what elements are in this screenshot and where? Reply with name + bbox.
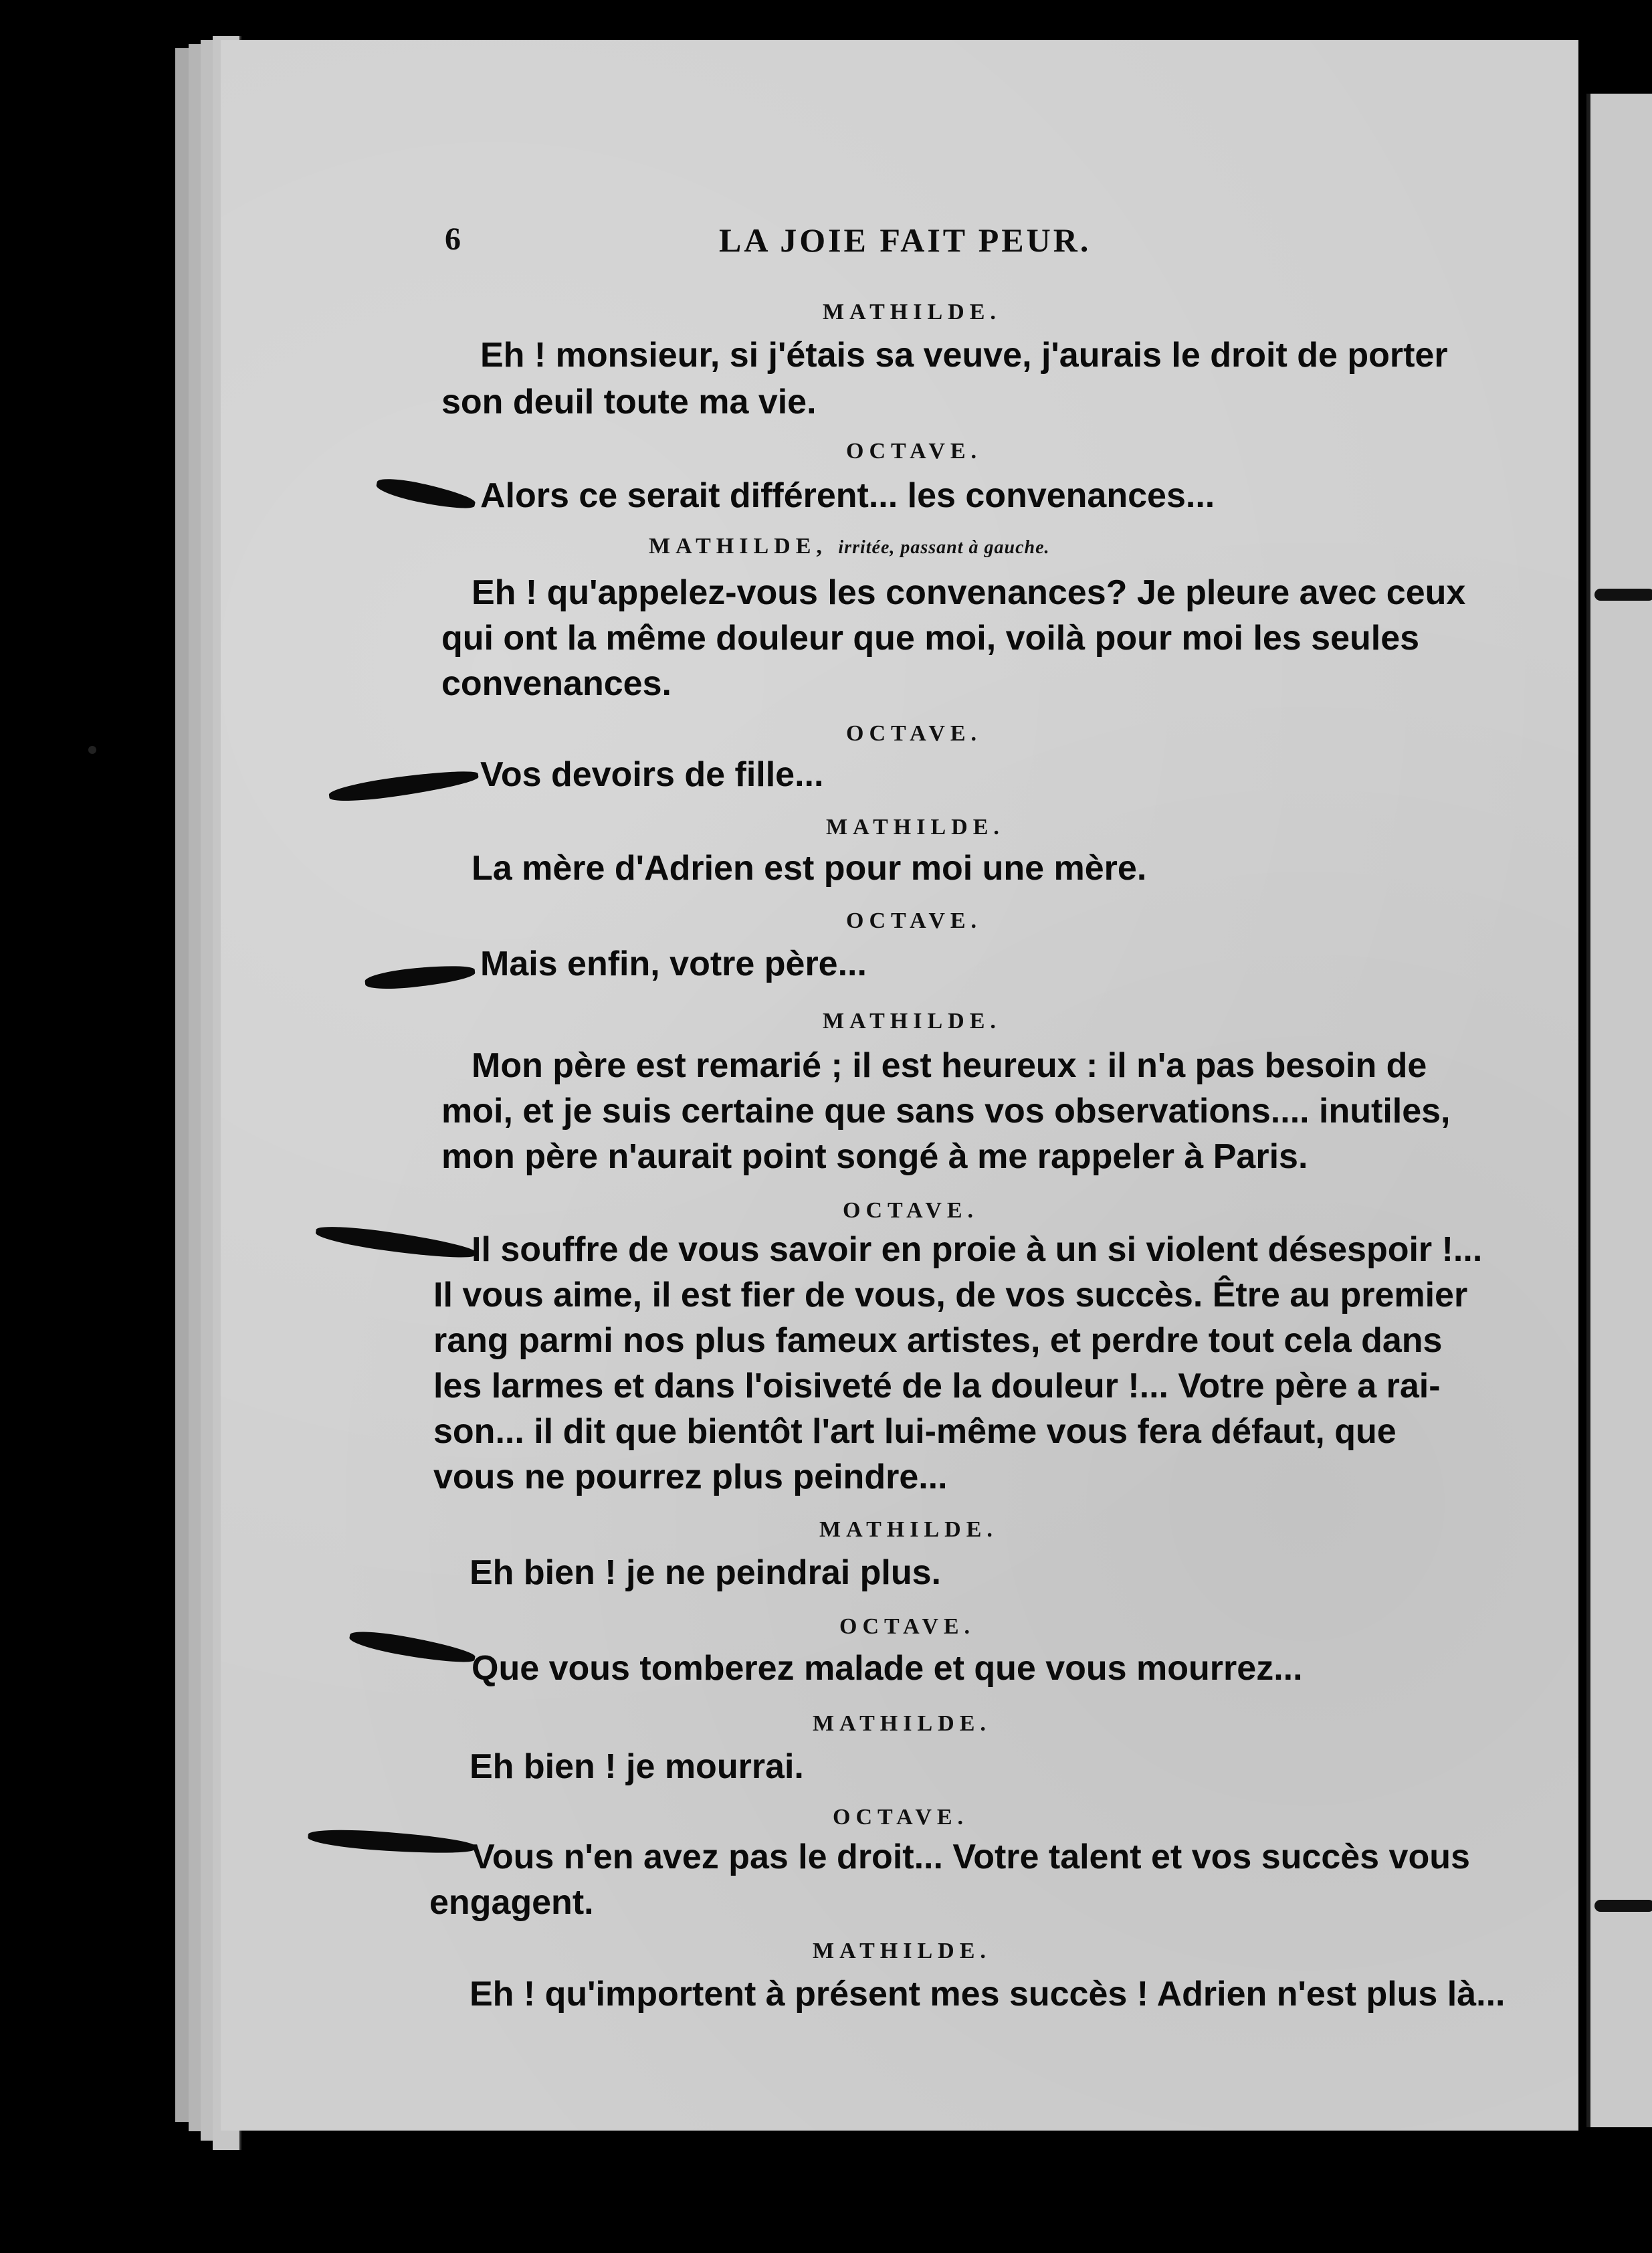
text-line: Que vous tomberez malade et que vous mourrez... <box>472 1649 1303 1688</box>
ink-pointer-mark <box>375 474 477 514</box>
text-line: engagent. <box>429 1883 594 1922</box>
speaker-label: OCTAVE. <box>846 721 983 746</box>
dust-speck <box>88 746 96 754</box>
speaker-name: MATHILDE, <box>649 534 827 559</box>
text-line: Il souffre de vous savoir en proie à un si violent désespoir !... <box>472 1230 1483 1269</box>
text-line: Eh ! qu'importent à présent mes succès ! Adrien n'est plus là... <box>470 1975 1506 2014</box>
text-line: vous ne pourrez plus peindre... <box>433 1458 948 1496</box>
text-line: Eh ! monsieur, si j'étais sa veuve, j'aurais le droit de porter <box>480 336 1448 375</box>
speaker-label: MATHILDE. <box>826 815 1005 840</box>
speaker-label: MATHILDE. <box>813 1711 991 1736</box>
book-page <box>221 40 1578 2131</box>
running-title: LA JOIE FAIT PEUR. <box>719 221 1092 259</box>
speaker-label <box>649 535 1050 558</box>
ink-pointer-mark <box>308 1827 476 1857</box>
text-line: Eh bien ! je ne peindrai plus. <box>470 1553 941 1592</box>
text-line: mon père n'aurait point songé à me rappeler à Paris. <box>441 1137 1308 1176</box>
stage-direction: irritée, passant à gauche. <box>838 537 1050 558</box>
text-line: son deuil toute ma vie. <box>441 383 817 421</box>
text-line: Mais enfin, votre père... <box>480 945 867 983</box>
speaker-label: MATHILDE. <box>823 300 1001 324</box>
text-line: Eh ! qu'appelez-vous les convenances? Je pleure avec ceux <box>472 573 1466 612</box>
speaker-label: OCTAVE. <box>843 1198 979 1223</box>
ink-pointer-mark <box>364 962 476 992</box>
text-line: Mon père est remarié ; il est heureux : il n'a pas besoin de <box>472 1046 1427 1085</box>
text-line: Alors ce serait différent... les convenances... <box>480 476 1215 515</box>
text-line: Il vous aime, il est fier de vous, de vos succès. Être au premier <box>433 1276 1468 1314</box>
facing-page <box>1586 94 1652 2127</box>
speaker-label: OCTAVE. <box>846 439 983 464</box>
speaker-label: OCTAVE. <box>846 908 983 933</box>
speaker-label: MATHILDE. <box>819 1517 998 1542</box>
text-line: Vos devoirs de fille... <box>480 755 824 794</box>
text-line: son... il dit que bientôt l'art lui-même vous fera défaut, que <box>433 1412 1397 1451</box>
text-line: moi, et je suis certaine que sans vos observations.... inutiles, <box>441 1092 1451 1131</box>
text-line: La mère d'Adrien est pour moi une mère. <box>472 849 1147 888</box>
text-line: Vous n'en avez pas le droit... Votre talent et vos succès vous <box>472 1838 1470 1876</box>
ink-mark <box>1594 1900 1652 1912</box>
text-line: les larmes et dans l'oisiveté de la douleur !... Votre père a rai- <box>433 1367 1441 1405</box>
text-line: Eh bien ! je mourrai. <box>470 1747 804 1786</box>
ink-mark <box>1594 589 1652 601</box>
text-line: rang parmi nos plus fameux artistes, et perdre tout cela dans <box>433 1321 1443 1360</box>
text-line: qui ont la même douleur que moi, voilà pour moi les seules <box>441 619 1420 658</box>
speaker-label: OCTAVE. <box>833 1805 969 1830</box>
ink-pointer-mark <box>314 1222 476 1263</box>
speaker-label: MATHILDE. <box>823 1009 1001 1034</box>
text-line: convenances. <box>441 664 672 703</box>
page-number: 6 <box>445 221 461 257</box>
speaker-label: OCTAVE. <box>839 1614 976 1639</box>
ink-pointer-mark <box>348 1627 476 1668</box>
speaker-label: MATHILDE. <box>813 1939 991 1963</box>
ink-pointer-mark <box>328 766 480 805</box>
